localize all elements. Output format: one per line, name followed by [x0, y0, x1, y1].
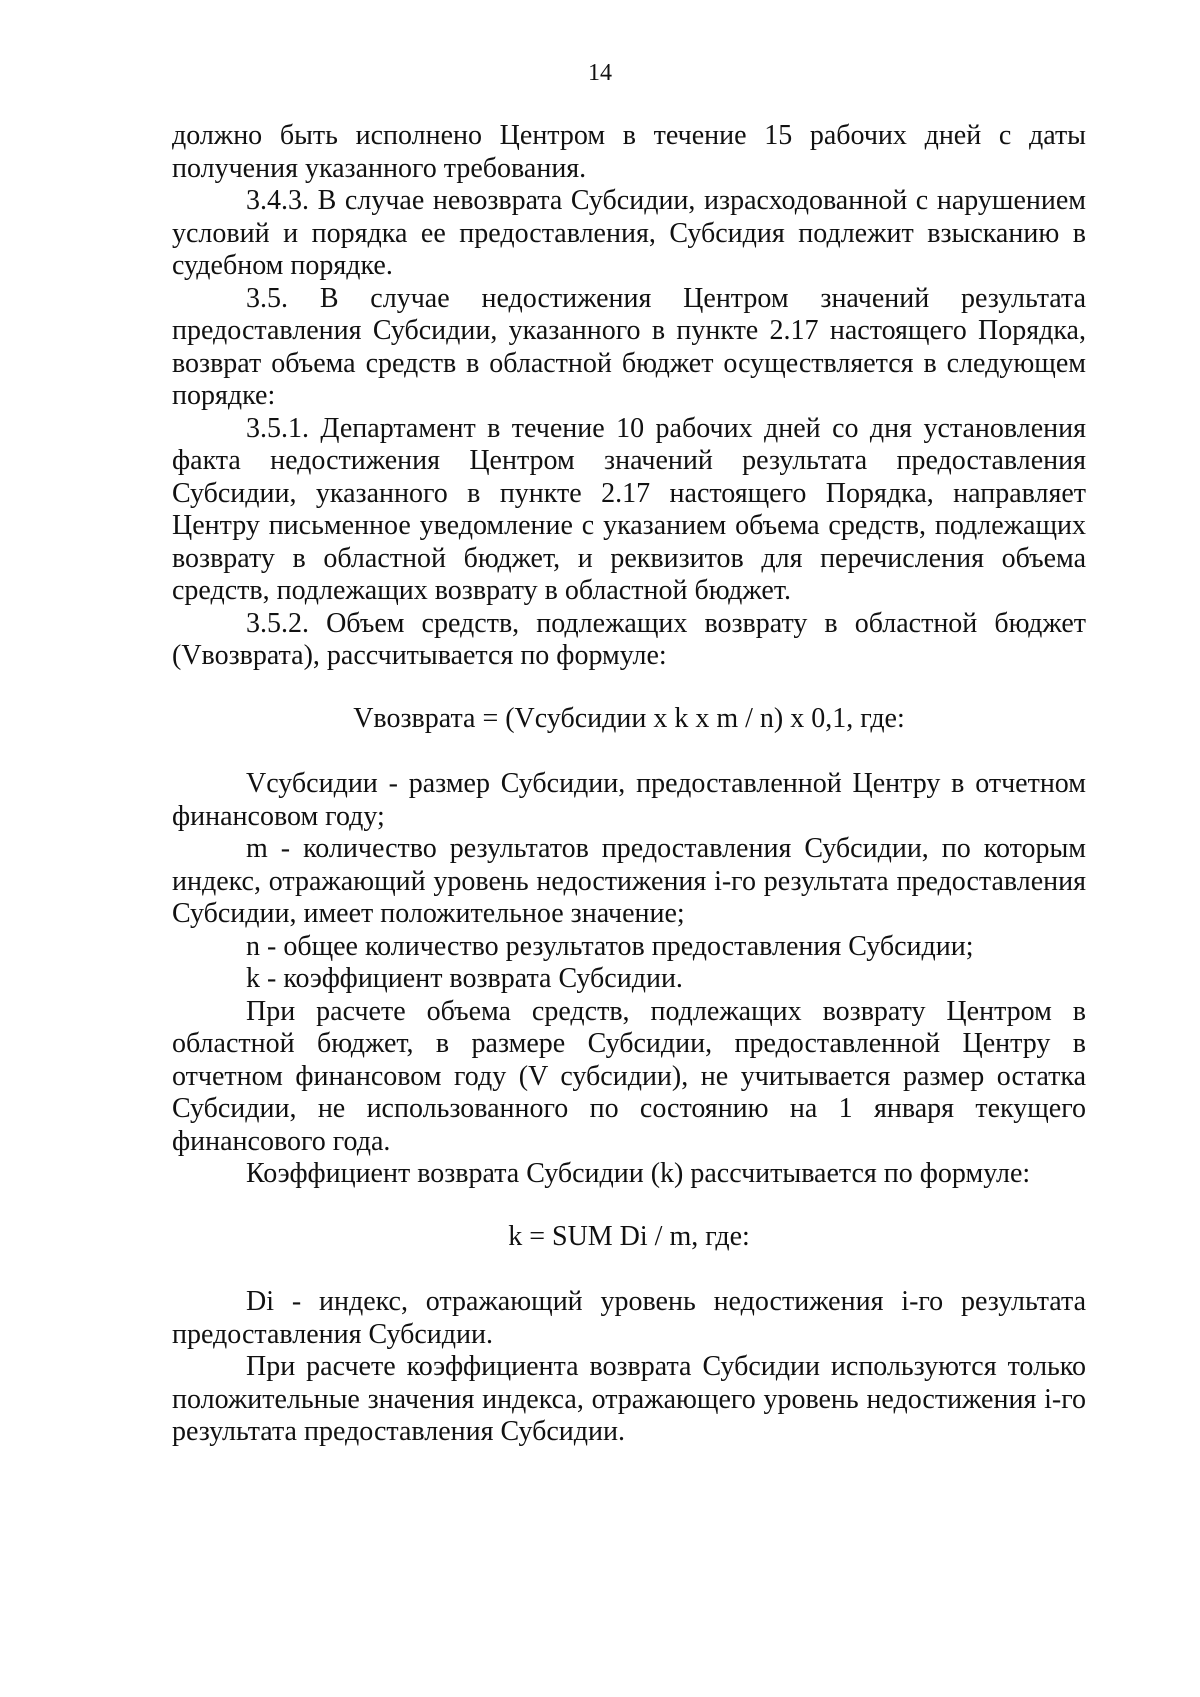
formula-refund-volume: Vвозврата = (Vсубсидии x k x m / n) x 0,1, где:: [353, 702, 905, 734]
paragraph-positive-values: При расчете коэффициента возврата Субсидии используются только положительные значения индекса, отражающего уровень недостижения i-го результата предоставления Субсидии.: [172, 1351, 1086, 1447]
document-body: [172, 120, 1086, 1449]
paragraph-3-4-3: 3.4.3. В случае невозврата Субсидии, израсходованной с нарушением условий и порядка ее предоставления, Субсидия подлежит взысканию в судебном порядке.: [172, 185, 1086, 281]
definition-v-subsidy: Vсубсидии - размер Субсидии, предоставленной Центру в отчетном финансовом году;: [172, 768, 1086, 832]
paragraph-coefficient-intro: Коэффициент возврата Субсидии (k) рассчитывается по формуле:: [246, 1158, 1031, 1189]
definition-di: Di - индекс, отражающий уровень недостижения i-го результата предоставления Субсидии.: [172, 1286, 1086, 1350]
definition-m: m - количество результатов предоставления Субсидии, по которым индекс, отражающий уровень недостижения i-го результата предоставления Субсидии, имеет положительное значение;: [172, 833, 1086, 929]
paragraph-remainder-note: При расчете объема средств, подлежащих возврату Центром в областной бюджет, в размере Субсидии, предоставленной Центру в отчетном финансовом году (V субсидии), не учитывается размер остатка Субсидии, не использованного по состоянию на 1 января текущего финансового года.: [172, 995, 1086, 1157]
paragraph-3-5: 3.5. В случае недостижения Центром значений результата предоставления Субсидии, указанного в пункте 2.17 настоящего Порядка, возврат объема средств в областной бюджет осуществляется в следующем порядке:: [172, 282, 1086, 411]
paragraph-3-5-2: 3.5.2. Объем средств, подлежащих возврату в областной бюджет (Vвозврата), рассчитывается по формуле:: [172, 607, 1086, 671]
definition-k: k - коэффициент возврата Субсидии.: [246, 963, 683, 994]
paragraph-3-5-1: 3.5.1. Департамент в течение 10 рабочих дней со дня установления факта недостижения Центром значений результата предоставления Субсидии, указанного в пункте 2.17 настоящего Порядка, направляет Центру письменное уведомление с указанием объема средств, подлежащих возврату в областной бюджет, и реквизитов для перечисления объема средств, подлежащих возврату в областной бюджет.: [172, 412, 1086, 606]
formula-coefficient: k = SUM Di / m, где:: [508, 1220, 750, 1252]
definition-n: n - общее количество результатов предоставления Субсидии;: [246, 930, 974, 962]
paragraph-continuation: должно быть исполнено Центром в течение 15 рабочих дней с даты получения указанного требования.: [172, 120, 1086, 184]
page-number: 14: [588, 60, 612, 86]
